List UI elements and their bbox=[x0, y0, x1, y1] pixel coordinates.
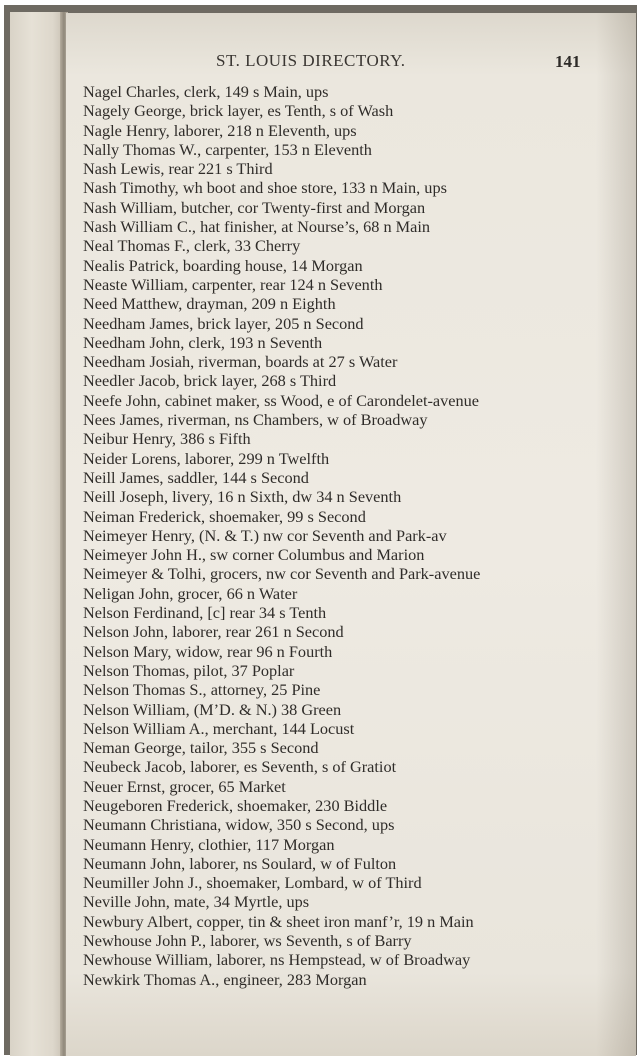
directory-entry: Nees James, riverman, ns Chambers, w of Broadway bbox=[83, 410, 428, 430]
directory-entry: Newbury Albert, copper, tin & sheet iron manf’r, 19 n Main bbox=[83, 911, 474, 931]
directory-entry: Neumiller John J., shoemaker, Lombard, w of Third bbox=[83, 873, 422, 893]
running-title: ST. LOUIS DIRECTORY. bbox=[216, 51, 406, 70]
directory-entries bbox=[83, 82, 603, 989]
directory-entry: Neimeyer John H., sw corner Columbus and Marion bbox=[83, 545, 425, 565]
directory-entry: Needham Josiah, riverman, boards at 27 s Water bbox=[83, 352, 398, 372]
directory-entry: Nash Timothy, wh boot and shoe store, 133 n Main, ups bbox=[83, 178, 447, 198]
directory-entry: Need Matthew, drayman, 209 n Eighth bbox=[83, 294, 336, 314]
directory-entry: Nash William C., hat finisher, at Nourse’s, 68 n Main bbox=[83, 217, 431, 237]
directory-entry: Newkirk Thomas A., engineer, 283 Morgan bbox=[83, 969, 367, 989]
directory-entry: Nelson Thomas S., attorney, 25 Pine bbox=[83, 680, 321, 700]
directory-entry: Nelson Ferdinand, [c] rear 34 s Tenth bbox=[83, 603, 327, 623]
directory-entry: Nash William, butcher, cor Twenty-first and Morgan bbox=[83, 197, 426, 217]
directory-entry: Needler Jacob, brick layer, 268 s Third bbox=[83, 371, 337, 391]
directory-entry: Neiman Frederick, shoemaker, 99 s Second bbox=[83, 506, 366, 526]
directory-entry: Neubeck Jacob, laborer, es Seventh, s of Gratiot bbox=[83, 757, 397, 777]
directory-entry: Neuer Ernst, grocer, 65 Market bbox=[83, 776, 286, 796]
directory-entry: Nagle Henry, laborer, 218 n Eleventh, ups bbox=[83, 120, 357, 140]
directory-entry: Neville John, mate, 34 Myrtle, ups bbox=[83, 892, 310, 912]
directory-entry: Neugeboren Frederick, shoemaker, 230 Biddle bbox=[83, 795, 388, 815]
directory-entry: Newhouse William, laborer, ns Hempstead, w of Broadway bbox=[83, 950, 471, 970]
directory-entry: Neill James, saddler, 144 s Second bbox=[83, 467, 309, 487]
directory-entry: Nealis Patrick, boarding house, 14 Morgan bbox=[83, 255, 363, 275]
directory-entry: Neaste William, carpenter, rear 124 n Seventh bbox=[83, 274, 383, 294]
directory-entry: Needham John, clerk, 193 n Seventh bbox=[83, 332, 323, 352]
directory-entry: Nelson Thomas, pilot, 37 Poplar bbox=[83, 660, 295, 680]
directory-entry: Needham James, brick layer, 205 n Second bbox=[83, 313, 364, 333]
directory-entry: Nelson William A., merchant, 144 Locust bbox=[83, 718, 355, 738]
facing-page-edge bbox=[10, 12, 64, 1056]
directory-entry: Neal Thomas F., clerk, 33 Cherry bbox=[83, 236, 301, 256]
directory-entry: Nelson Mary, widow, rear 96 n Fourth bbox=[83, 641, 333, 661]
directory-entry: Neligan John, grocer, 66 n Water bbox=[83, 583, 298, 603]
directory-entry: Neefe John, cabinet maker, ss Wood, e of Carondelet-avenue bbox=[83, 390, 480, 410]
directory-entry: Neill Joseph, livery, 16 n Sixth, dw 34 n Seventh bbox=[83, 487, 402, 507]
directory-entry: Nagely George, brick layer, es Tenth, s of Wash bbox=[83, 101, 394, 121]
directory-page bbox=[66, 13, 636, 1056]
directory-entry: Neibur Henry, 386 s Fifth bbox=[83, 429, 251, 449]
directory-entry: Newhouse John P., laborer, ws Seventh, s of Barry bbox=[83, 931, 412, 951]
directory-entry: Nally Thomas W., carpenter, 153 n Eleventh bbox=[83, 139, 372, 159]
directory-entry: Neumann John, laborer, ns Soulard, w of Fulton bbox=[83, 853, 397, 873]
directory-entry: Neimeyer Henry, (N. & T.) nw cor Seventh and Park-av bbox=[83, 525, 447, 545]
directory-entry: Nagel Charles, clerk, 149 s Main, ups bbox=[83, 82, 329, 101]
directory-entry: Neumann Henry, clothier, 117 Morgan bbox=[83, 834, 335, 854]
directory-entry: Nelson William, (M’D. & N.) 38 Green bbox=[83, 699, 342, 719]
directory-entry: Nelson John, laborer, rear 261 n Second bbox=[83, 622, 344, 642]
directory-entry: Nash Lewis, rear 221 s Third bbox=[83, 159, 273, 179]
directory-entry: Neman George, tailor, 355 s Second bbox=[83, 738, 319, 758]
directory-entry: Neimeyer & Tolhi, grocers, nw cor Seventh and Park-avenue bbox=[83, 564, 481, 584]
directory-entry: Neider Lorens, laborer, 299 n Twelfth bbox=[83, 448, 330, 468]
book-scan bbox=[4, 5, 637, 1055]
directory-entry: Neumann Christiana, widow, 350 s Second, ups bbox=[83, 815, 395, 835]
page-number: 141 bbox=[555, 52, 581, 71]
